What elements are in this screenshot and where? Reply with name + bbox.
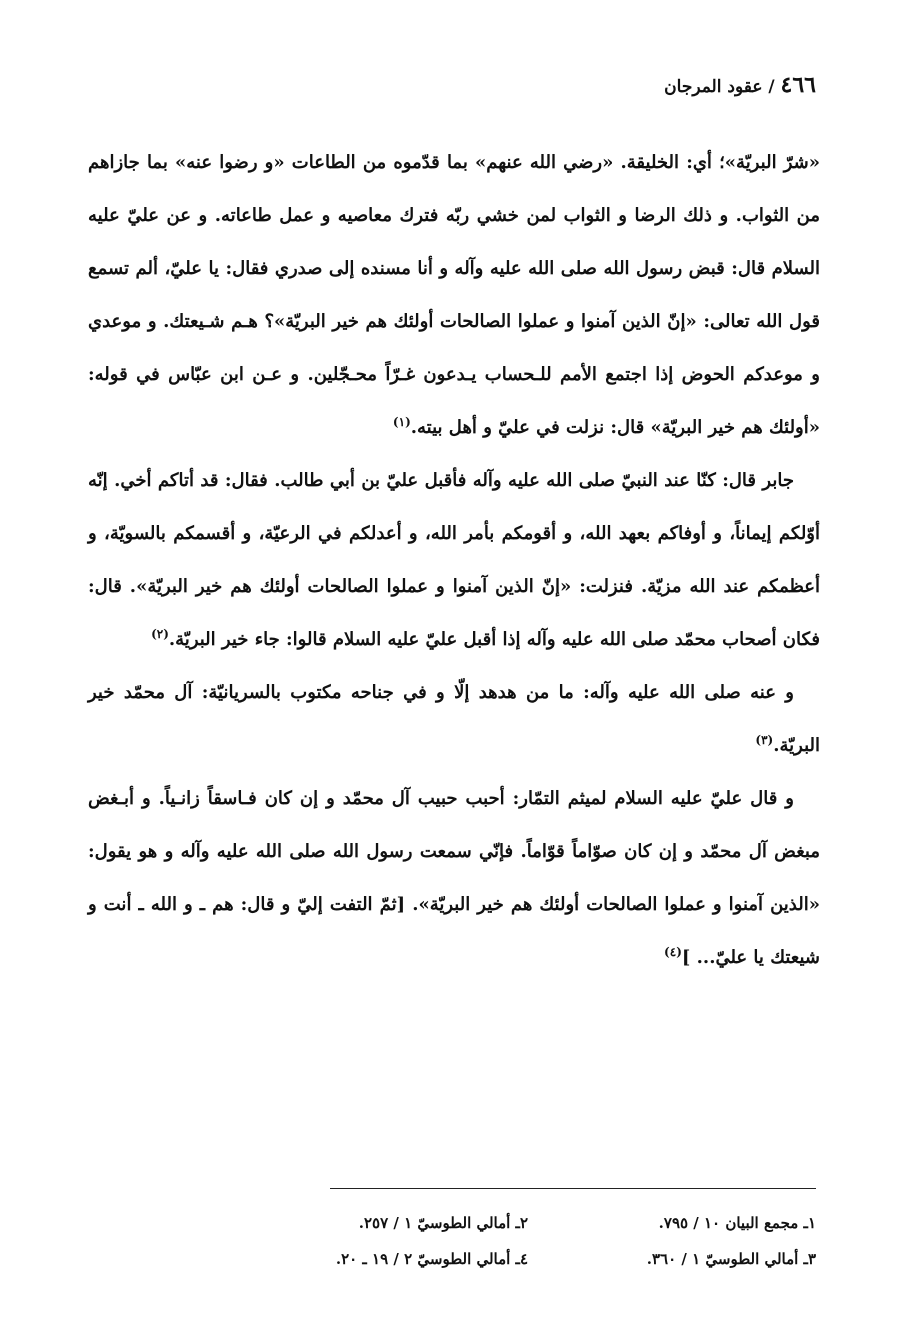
footnote-4	[240, 1241, 528, 1277]
paragraph-text: «شرّ البريّة»؛ أي: الخليقة. «رضي الله عنهم» بما قدّموه من الطاعات «و رضوا عنه» بما جازاهم من الثواب. و ذلك الرضا و الثواب لمن خشي ربّه فترك معاصيه و عمل طاعاته. و عن عليّ عليه السلام قال: قبض رسول الله صلى الله عليه وآله و أنا مسنده إلى صدري فقال: يا عليّ، ألم تسمع قول الله تعالى: «إنّ الذين آمنوا و عملوا الصالحات أولئك هم خير البريّة»؟ هـم شـيعتك. و موعدي و موعدكم الحوض إذا اجتمع الأمم للـحساب يـدعون غـرّاً محـجّلين. و عـن ابن عبّاس في قوله: «أولئك هم خير البريّة» قال: نزلت في عليّ و أهل بيته.	[88, 152, 820, 438]
footnote-marker: (٤)	[664, 945, 682, 959]
footnote-number: ٤	[519, 1250, 528, 1268]
footnote-2	[240, 1205, 528, 1241]
header-separator: /	[768, 77, 775, 97]
footnote-text: ـ أمالي الطوسيّ ١ / ٣٦٠.	[646, 1250, 808, 1268]
footnote-number: ١	[807, 1214, 816, 1232]
book-title: عقود المرجان	[664, 77, 763, 97]
footnote-1	[528, 1205, 816, 1241]
footnote-divider	[330, 1188, 816, 1189]
paragraph-text: جابر قال: كنّا عند النبيّ صلى الله عليه وآله فأقبل عليّ بن أبي طالب. فقال: قد أتاكم أخي. إنّه أوّلكم إيماناً، و أوفاكم بعهد الله، و أقومكم بأمر الله، و أعدلكم في الرعيّة، و أقسمكم بالسويّة، و أعظمكم عند الله مزيّة. فنزلت: «إنّ الذين آمنوا و عملوا الصالحات أولئك هم خير البريّة». قال: فكان أصحاب محمّد صلى الله عليه وآله إذا أقبل عليّ عليه السلام قالوا: جاء خير البريّة.	[88, 470, 820, 650]
running-header	[664, 72, 816, 98]
paragraph-1	[88, 136, 820, 454]
paragraph-4	[88, 772, 820, 984]
footnote-text: ـ مجمع البيان ١٠ / ٧٩٥.	[658, 1214, 808, 1232]
footnote-marker: (٢)	[151, 627, 169, 641]
footnotes	[240, 1205, 816, 1277]
paragraph-2	[88, 454, 820, 666]
paragraph-3	[88, 666, 820, 772]
footnote-text: ـ أمالي الطوسيّ ٢ / ١٩ ـ ٢٠.	[335, 1250, 520, 1268]
footnote-number: ٢	[519, 1214, 528, 1232]
footnote-row	[240, 1205, 816, 1241]
footnote-number: ٣	[807, 1250, 816, 1268]
footnote-3	[528, 1241, 816, 1277]
footnote-marker: (١)	[392, 415, 411, 429]
footnote-marker: (٣)	[755, 733, 774, 747]
page-number: ٤٦٦	[780, 72, 816, 98]
main-text	[88, 136, 820, 984]
paragraph-text: و قال عليّ عليه السلام لميثم التمّار: أحبب حبيب آل محمّد و إن كان فـاسقاً زانـياً. و أبـغض مبغض آل محمّد و إن كان صوّاماً قوّاماً. فإنّي سمعت رسول الله صلى الله عليه وآله و هو يقول: «الذين آمنوا و عملوا الصالحات أولئك هم خير البريّة». [ثمّ التفت إليّ و قال: هم ـ و الله ـ أنت و شيعتك يا عليّ... ]	[88, 788, 820, 968]
footnote-row	[240, 1241, 816, 1277]
paragraph-text: و عنه صلى الله عليه وآله: ما من هدهد إلّا و في جناحه مكتوب بالسريانيّة: آل محمّد خير البريّة.	[88, 682, 820, 756]
footnote-text: ـ أمالي الطوسيّ ١ / ٢٥٧.	[358, 1214, 520, 1232]
